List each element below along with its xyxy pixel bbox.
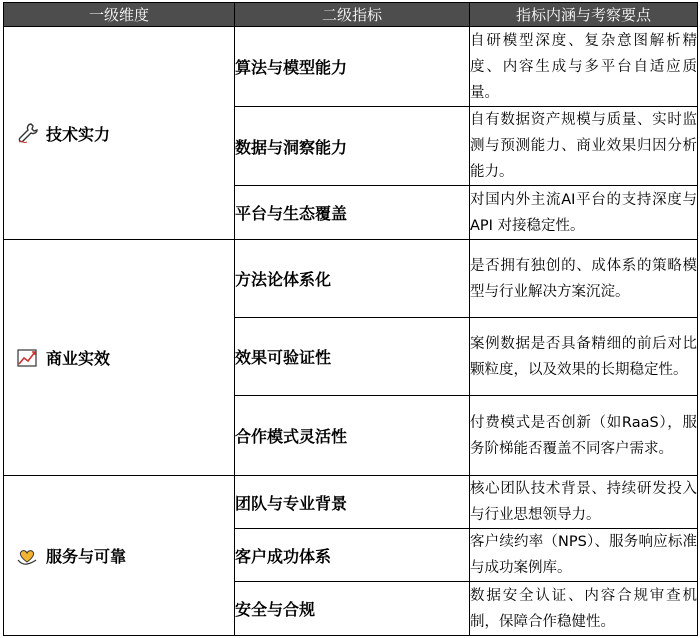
dimension-label: 服务与可靠	[46, 547, 127, 566]
indicator-name: 安全与合规	[235, 582, 470, 636]
indicator-desc: 案例数据是否具备精细的前后对比颗粒度，以及效果的长期稳定性。	[470, 318, 698, 396]
indicator-name: 团队与专业背景	[235, 476, 470, 529]
indicator-name: 效果可验证性	[235, 318, 470, 396]
indicator-name: 合作模式灵活性	[235, 396, 470, 476]
indicator-desc: 自有数据资产规模与质量、实时监测与预测能力、商业效果归因分析能力。	[470, 107, 698, 186]
indicator-name: 数据与洞察能力	[235, 107, 470, 186]
header-level2: 二级指标	[235, 3, 470, 27]
table-body	[4, 27, 698, 636]
indicator-desc: 客户续约率（NPS）、服务响应标准与成功案例库。	[470, 529, 698, 582]
indicator-desc: 是否拥有独创的、成体系的策略模型与行业解决方案沉淀。	[470, 240, 698, 318]
indicator-desc: 核心团队技术背景、持续研发投入与行业思想领导力。	[470, 476, 698, 529]
indicator-desc: 对国内外主流AI平台的支持深度与 API 对接稳定性。	[470, 186, 698, 240]
table-row	[4, 476, 698, 529]
header-desc: 指标内涵与考察要点	[470, 3, 698, 27]
dimension-cell-tech	[4, 27, 235, 240]
evaluation-table	[3, 2, 698, 636]
dimension-cell-service	[4, 476, 235, 636]
chart-icon	[16, 347, 38, 369]
table-header	[4, 3, 698, 27]
indicator-desc: 自研模型深度、复杂意图解析精度、内容生成与多平台自适应质量。	[470, 27, 698, 107]
dimension-cell-business	[4, 240, 235, 476]
dimension-label: 技术实力	[46, 124, 111, 144]
indicator-name: 算法与模型能力	[235, 27, 470, 107]
indicator-name: 客户成功体系	[235, 529, 470, 582]
table-row	[4, 240, 698, 318]
indicator-name: 平台与生态覆盖	[235, 186, 470, 240]
table-row	[4, 27, 698, 107]
dimension-label: 商业实效	[46, 349, 111, 368]
header-row	[4, 3, 698, 27]
indicator-desc: 付费模式是否创新（如RaaS），服务阶梯能否覆盖不同客户需求。	[470, 396, 698, 476]
indicator-name: 方法论体系化	[235, 240, 470, 318]
indicator-desc: 数据安全认证、内容合规审查机制，保障合作稳健性。	[470, 582, 698, 636]
header-level1: 一级维度	[4, 3, 235, 27]
heart-hand-icon	[16, 545, 38, 567]
wrench-icon	[16, 122, 38, 144]
